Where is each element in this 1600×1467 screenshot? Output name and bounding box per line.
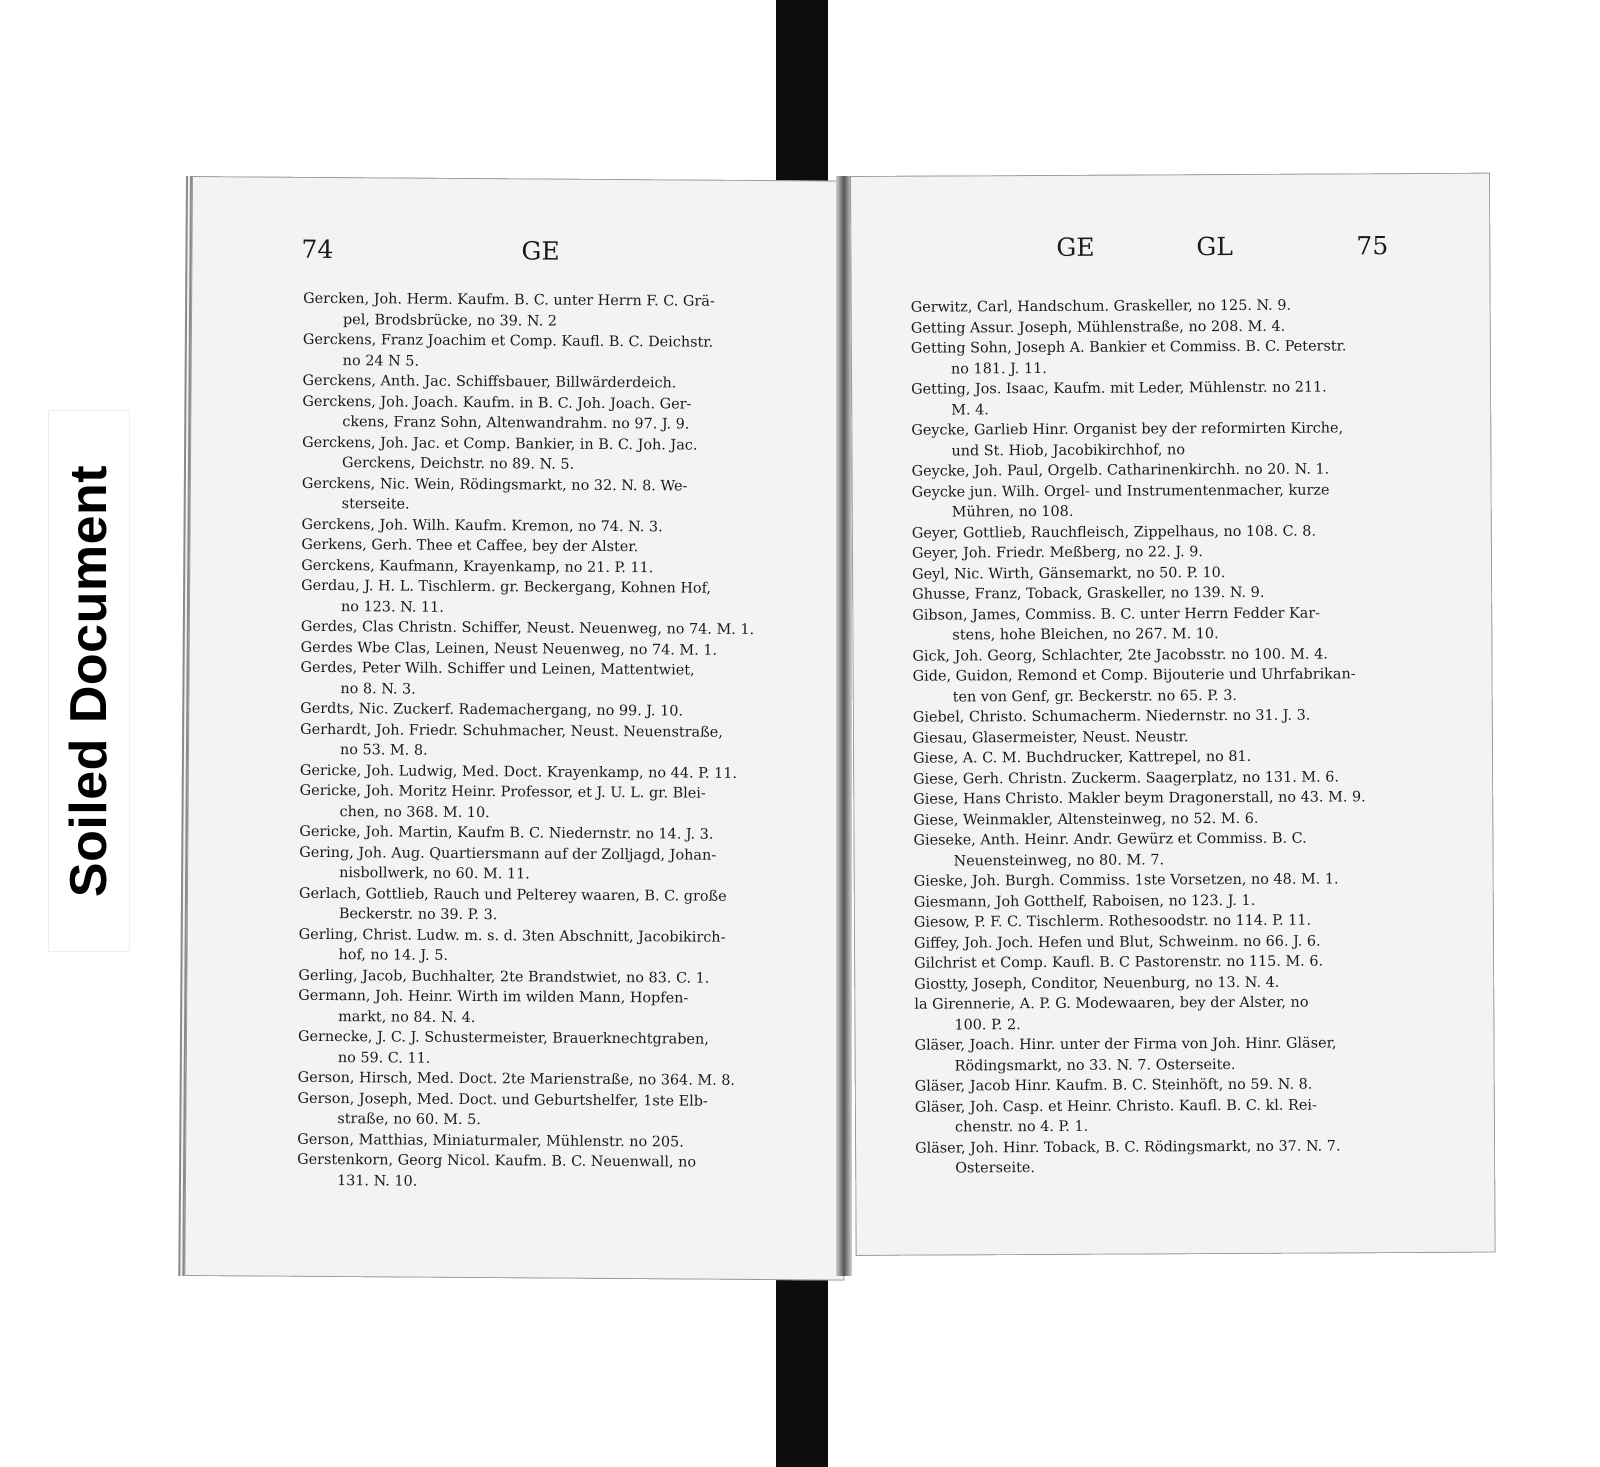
directory-entry-line: Gläser, Joh. Hinr. Toback, B. C. Rödingsmarkt, no 37. N. 7.: [915, 1137, 1341, 1157]
right-page-number: 75: [1356, 231, 1389, 261]
directory-entry-line: Gerdes, Peter Wilh. Schiffer und Leinen, Mattentwiet,: [300, 659, 695, 679]
entry-continuation-line: no 8. N. 3.: [340, 680, 416, 698]
stamp-label-text: Soiled Document: [60, 464, 118, 898]
directory-entry-line: Gerckens, Joh. Joach. Kaufm. in B. C. Joh. Joach. Ger-: [302, 393, 692, 413]
directory-entry-line: Gerckens, Joh. Wilh. Kaufm. Kremon, no 74. N. 3.: [301, 516, 663, 535]
directory-entry-line: Getting Assur. Joseph, Mühlenstraße, no 208. M. 4.: [910, 318, 1286, 337]
entry-continuation-line: chen, no 368. M. 10.: [339, 803, 490, 821]
directory-entry-line: Giesmann, Joh Gotthelf, Raboisen, no 123. J. 1.: [913, 892, 1256, 911]
directory-entry-line: Gerckens, Franz Joachim et Comp. Kaufl. B. C. Deichstr.: [302, 331, 714, 351]
directory-entry-line: Gieseke, Anth. Heinr. Andr. Gewürz et Commiss. B. C.: [913, 830, 1307, 849]
entry-continuation-line: und St. Hiob, Jacobikirchhof, no: [951, 441, 1186, 459]
binding-strap-top: [776, 0, 828, 190]
entry-continuation-line: no 24 N 5.: [342, 352, 420, 370]
directory-entry-line: Getting, Jos. Isaac, Kaufm. mit Leder, Mühlenstr. no 211.: [911, 379, 1327, 398]
entry-continuation-line: no 123. N. 11.: [340, 598, 444, 616]
entry-continuation-line: 100. P. 2.: [954, 1016, 1021, 1033]
directory-entry-line: Gerdts, Nic. Zuckerf. Rademachergang, no 99. J. 10.: [300, 700, 684, 720]
directory-entry-line: Geycke, Joh. Paul, Orgelb. Catharinenkirchh. no 20. N. 1.: [911, 461, 1330, 480]
directory-entry-line: Geyer, Joh. Friedr. Meßberg, no 22. J. 9.: [911, 544, 1203, 562]
directory-entry-line: Gercken, Joh. Herm. Kaufm. B. C. unter Herrn F. C. Grä-: [303, 290, 715, 310]
directory-entry-line: Giostty, Joseph, Conditor, Neuenburg, no 13. N. 4.: [914, 974, 1280, 993]
right-page-header-left: GE: [1056, 232, 1095, 262]
entry-continuation-line: M. 4.: [951, 401, 989, 418]
entry-continuation-line: Rödingsmarkt, no 33. N. 7. Osterseite.: [954, 1056, 1236, 1074]
directory-entry-line: Gernecke, J. C. J. Schustermeister, Brauerknechtgraben,: [297, 1028, 709, 1048]
entry-continuation-line: hof, no 14. J. 5.: [338, 947, 449, 964]
directory-entry-line: Gerson, Hirsch, Med. Doct. 2te Marienstraße, no 364. M. 8.: [297, 1069, 736, 1089]
entry-continuation-line: no 181. J. 11.: [950, 360, 1047, 377]
entry-continuation-line: ckens, Franz Sohn, Altenwandrahm. no 97. J. 9.: [342, 414, 690, 433]
directory-entry-line: Gerson, Joseph, Med. Doct. und Geburtshelfer, 1ste Elb-: [297, 1090, 708, 1110]
directory-entry-line: Gerwitz, Carl, Handschum. Graskeller, no 125. N. 9.: [910, 297, 1292, 316]
directory-entry-line: Gericke, Joh. Ludwig, Med. Doct. Krayenkamp, no 44. P. 11.: [299, 762, 738, 782]
directory-entry-line: Gibson, James, Commiss. B. C. unter Herrn Fedder Kar-: [912, 605, 1321, 624]
left-page-header: GE: [521, 236, 560, 266]
directory-entry-line: Giffey, Joh. Joch. Hefen und Blut, Schweinm. no 66. J. 6.: [913, 933, 1321, 952]
directory-entry-line: Gerckens, Kaufmann, Krayenkamp, no 21. P. 11.: [301, 557, 654, 576]
right-page-header-right: GL: [1196, 231, 1234, 262]
directory-entry-line: Gerdes Wbe Clas, Leinen, Neust Neuenweg, no 74. M. 1.: [300, 639, 718, 659]
directory-entry-line: Gerkens, Gerh. Thee et Caffee, bey der Alster.: [301, 536, 639, 556]
directory-entry-line: Gilchrist et Comp. Kaufl. B. C Pastorenstr. no 115. M. 6.: [914, 953, 1324, 972]
left-page: [178, 176, 852, 1281]
directory-entry-line: Ghusse, Franz, Toback, Graskeller, no 139. N. 9.: [912, 584, 1265, 603]
directory-entry-line: Gerlach, Gottlieb, Rauch und Pelterey waaren, B. C. große: [298, 885, 727, 905]
entry-continuation-line: ten von Genf, gr. Beckerstr. no 65. P. 3.: [952, 687, 1237, 705]
directory-entry-line: Gieske, Joh. Burgh. Commiss. 1ste Vorsetzen, no 48. M. 1.: [913, 871, 1339, 890]
directory-entry-line: Gerdau, J. H. L. Tischlerm. gr. Beckergang, Kohnen Hof,: [301, 577, 712, 597]
book-gutter: [836, 176, 852, 1276]
entry-continuation-line: no 59. C. 11.: [337, 1049, 431, 1067]
directory-entry-line: Gerstenkorn, Georg Nicol. Kaufm. B. C. Neuenwall, no: [297, 1151, 697, 1171]
directory-entry-line: Geyl, Nic. Wirth, Gänsemarkt, no 50. P. 10.: [912, 564, 1226, 583]
directory-entry-line: Gerson, Matthias, Miniaturmaler, Mühlenstr. no 205.: [297, 1131, 684, 1150]
directory-entry-line: Gläser, Joh. Casp. et Heinr. Christo. Kaufl. B. C. kl. Rei-: [914, 1097, 1317, 1116]
left-directory-entries: [297, 289, 803, 1194]
directory-entry-line: Gerling, Christ. Ludw. m. s. d. 3ten Abschnitt, Jacobikirch-: [298, 926, 726, 946]
directory-entry-line: Giese, Hans Christo. Makler beym Dragonerstall, no 43. M. 9.: [913, 789, 1366, 808]
soiled-document-stamp: [48, 410, 130, 952]
left-page-number: 74: [301, 234, 334, 265]
directory-entry-line: la Girennerie, A. P. G. Modewaaren, bey der Alster, no: [914, 994, 1309, 1013]
entry-continuation-line: markt, no 84. N. 4.: [338, 1008, 476, 1026]
directory-entry-line: Giesow, P. F. C. Tischlerm. Rothesoodstr. no 114. P. 11.: [913, 912, 1312, 931]
right-directory-entries: [911, 295, 1416, 1179]
entry-continuation-line: no 53. M. 8.: [339, 742, 428, 759]
entry-continuation-line: chenstr. no 4. P. 1.: [954, 1118, 1089, 1136]
directory-entry-line: Gerckens, Nic. Wein, Rödingsmarkt, no 32. N. 8. We-: [301, 475, 688, 495]
entry-continuation-line: nisbollwerk, no 60. M. 11.: [339, 865, 530, 883]
directory-entry-line: Gläser, Joach. Hinr. unter der Firma von Joh. Hinr. Gläser,: [914, 1035, 1337, 1054]
entry-continuation-line: Beckerstr. no 39. P. 3.: [338, 906, 498, 924]
directory-entry-line: Gerdes, Clas Christn. Schiffer, Neust. Neuenweg, no 74. M. 1.: [300, 618, 755, 638]
directory-entry-line: Giebel, Christo. Schumacherm. Niedernstr. no 31. J. 3.: [912, 707, 1311, 726]
directory-entry-line: Giese, Weinmakler, Altensteinweg, no 52. M. 6.: [913, 810, 1259, 829]
directory-entry-line: Giesau, Glasermeister, Neust. Neustr.: [912, 728, 1189, 747]
directory-entry-line: Gericke, Joh. Martin, Kaufm B. C. Niedernstr. no 14. J. 3.: [299, 823, 714, 843]
entry-continuation-line: 131. N. 10.: [336, 1172, 418, 1190]
entry-continuation-line: straße, no 60. M. 5.: [337, 1111, 481, 1129]
directory-entry-line: Germann, Joh. Heinr. Wirth im wilden Mann, Hopfen-: [298, 987, 689, 1007]
binding-strap-bottom: [776, 1255, 828, 1467]
directory-entry-line: Gerling, Jacob, Buchhalter, 2te Brandstwiet, no 83. C. 1.: [298, 967, 710, 987]
directory-entry-line: Gering, Joh. Aug. Quartiersmann auf der Zolljagd, Johan-: [299, 844, 717, 864]
entry-continuation-line: Mühren, no 108.: [951, 503, 1074, 521]
directory-entry-line: Getting Sohn, Joseph A. Bankier et Commiss. B. C. Peterstr.: [910, 338, 1347, 357]
directory-entry-line: Gerckens, Joh. Jac. et Comp. Bankier, in B. C. Joh. Jac.: [302, 434, 698, 454]
directory-entry-line: Geycke, Garlieb Hinr. Organist bey der reformirten Kirche,: [911, 420, 1344, 439]
directory-entry-line: Gericke, Joh. Moritz Heinr. Professor, et J. U. L. gr. Blei-: [299, 782, 706, 802]
entry-continuation-line: Gerckens, Deichstr. no 89. N. 5.: [341, 455, 575, 473]
directory-entry-line: Giese, Gerh. Christn. Zuckerm. Saagerplatz, no 131. M. 6.: [913, 768, 1340, 788]
directory-entry-line: Giese, A. C. M. Buchdrucker, Kattrepel, no 81.: [913, 748, 1252, 767]
entry-continuation-line: stens, hohe Bleichen, no 267. M. 10.: [952, 626, 1219, 644]
entry-continuation-line: sterseite.: [341, 496, 410, 513]
entry-continuation-line: Neuensteinweg, no 80. M. 7.: [953, 851, 1165, 869]
open-book: [186, 176, 1496, 1276]
directory-entry-line: Gick, Joh. Georg, Schlachter, 2te Jacobsstr. no 100. M. 4.: [912, 646, 1328, 665]
directory-entry-line: Gerckens, Anth. Jac. Schiffsbauer, Billwärderdeich.: [302, 372, 677, 392]
right-page: [850, 173, 1496, 1256]
directory-entry-line: Gide, Guidon, Remond et Comp. Bijouterie und Uhrfabrikan-: [912, 666, 1356, 685]
entry-continuation-line: Osterseite.: [955, 1160, 1035, 1177]
directory-entry-line: Geyer, Gottlieb, Rauchfleisch, Zippelhaus, no 108. C. 8.: [911, 523, 1317, 542]
directory-entry-line: Gerhardt, Joh. Friedr. Schuhmacher, Neust. Neuenstraße,: [300, 721, 723, 741]
entry-continuation-line: pel, Brodsbrücke, no 39. N. 2: [342, 311, 558, 330]
directory-entry-line: Geycke jun. Wilh. Orgel- und Instrumentenmacher, kurze: [911, 481, 1330, 501]
directory-entry-line: Gläser, Jacob Hinr. Kaufm. B. C. Steinhöft, no 59. N. 8.: [914, 1076, 1313, 1095]
